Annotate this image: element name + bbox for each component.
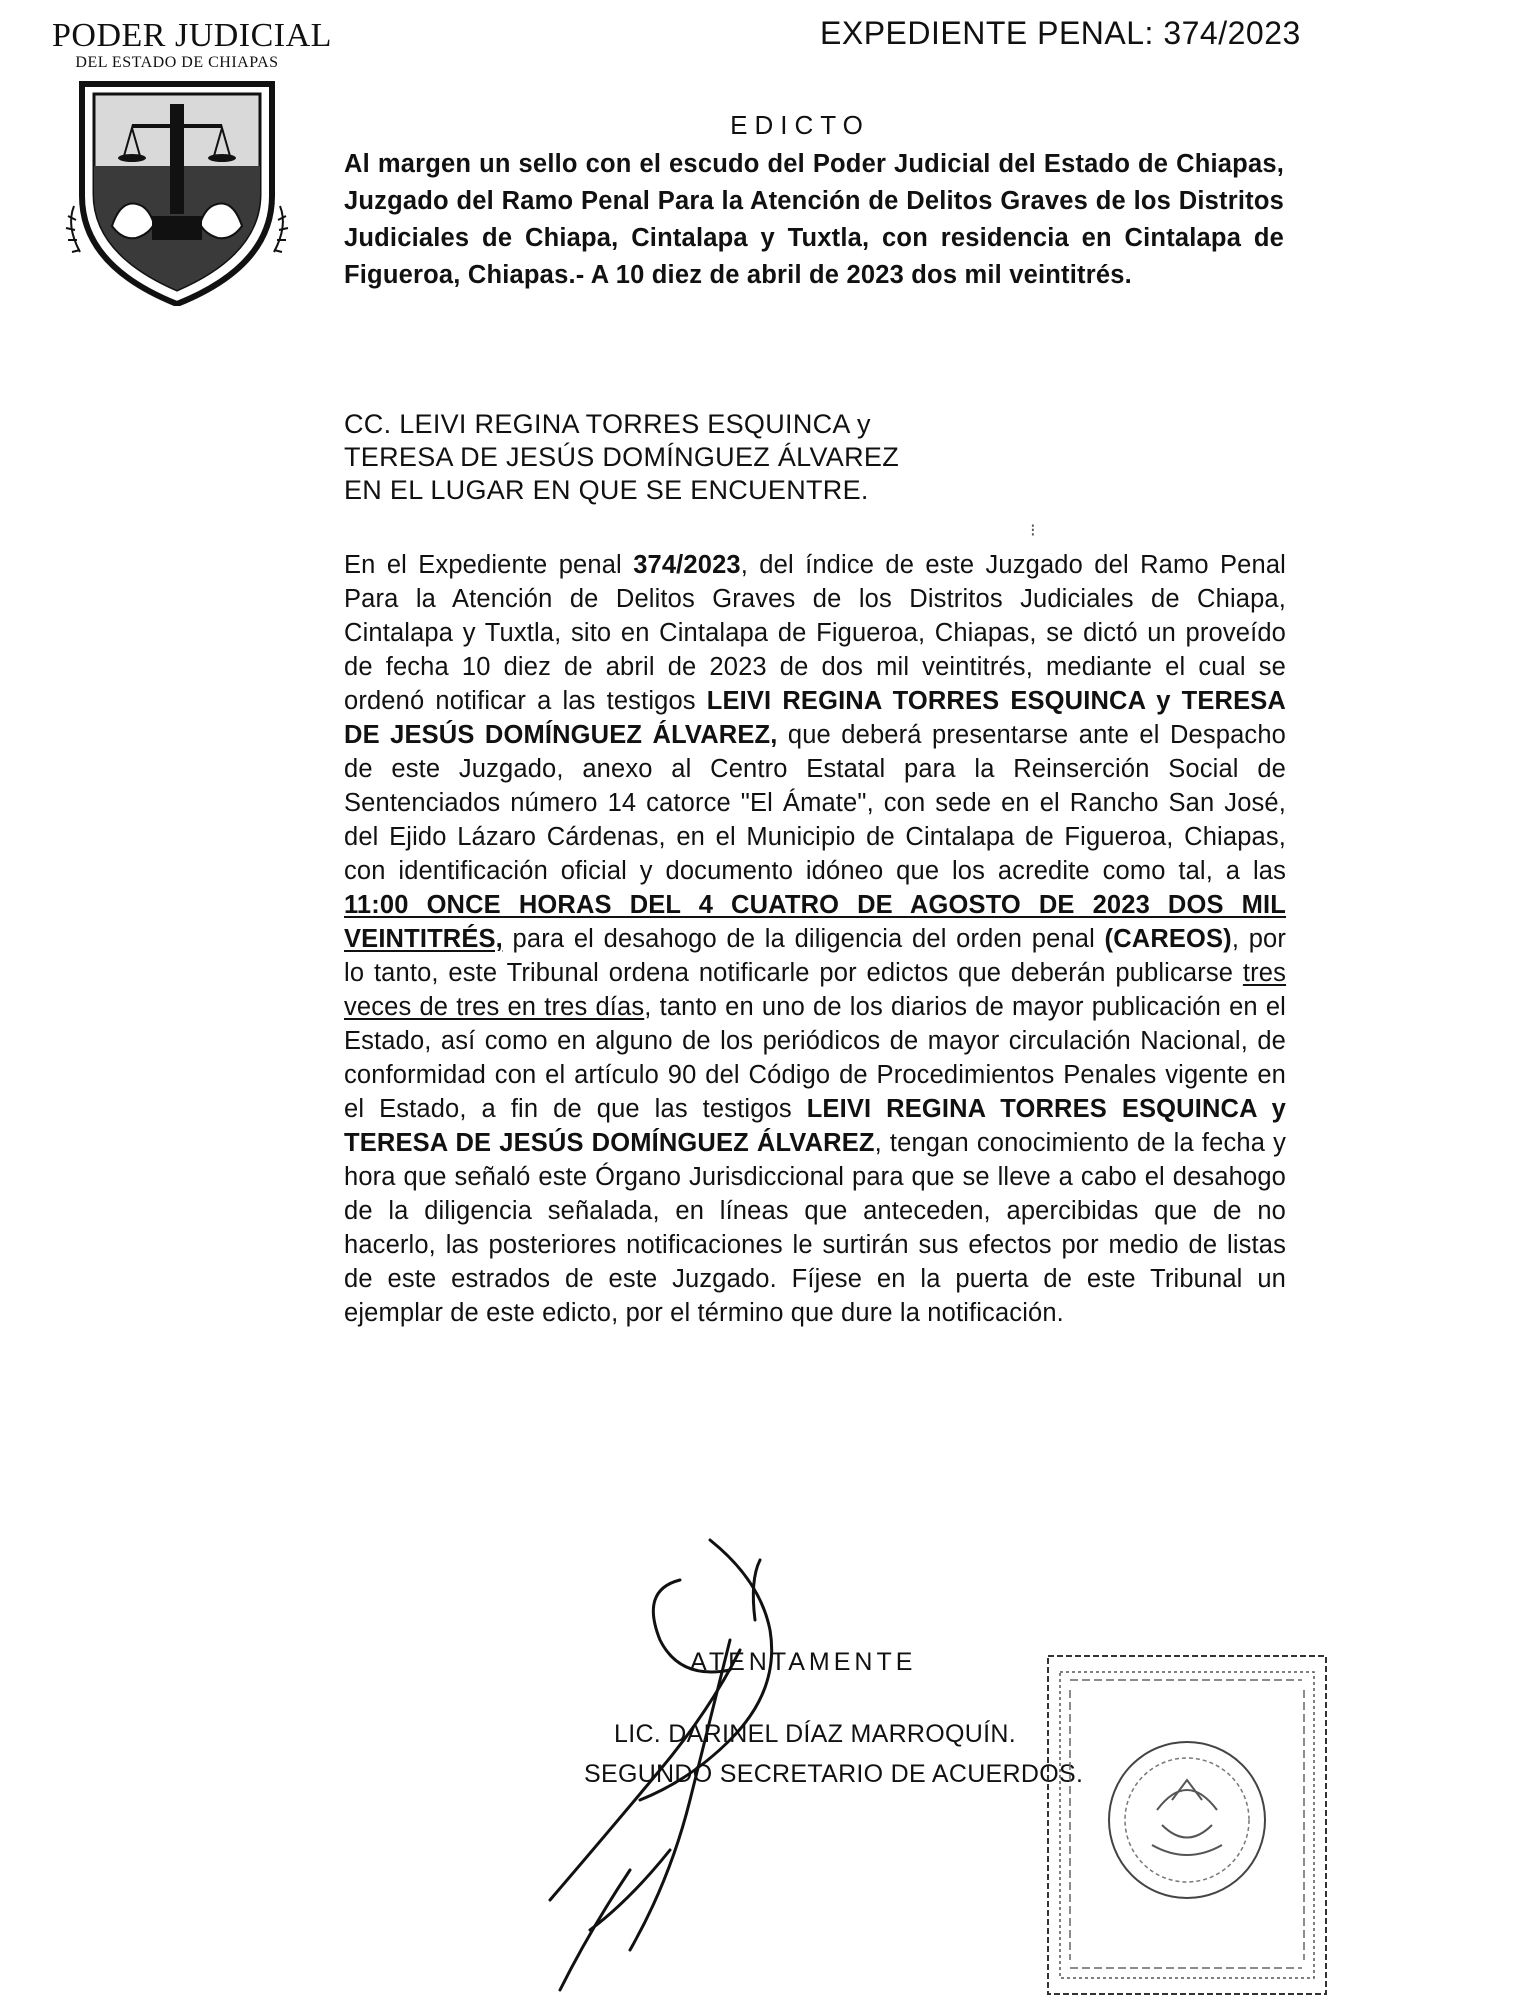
official-stamp	[1042, 1650, 1332, 2000]
body-text-4: para el desahogo de la diligencia del orden penal	[502, 925, 1105, 953]
body-text-2: , del índice de este Juzgado del Ramo Penal Para la Atención de Delitos Graves de los Distritos Judiciales de Chiapa, Cintalapa y Tuxtla, sito en Cintalapa de Figueroa, Chiapas, se dictó un proveído de fecha 10 diez de abril de 2023 de dos mil veintitrés, mediante el cual se ordenó notificar a las testigos	[344, 551, 1286, 715]
body-case-number: 374/2023	[633, 551, 741, 579]
body-text-7: , tengan conocimiento de la fecha y hora que señaló este Órgano Jurisdiccional para que se lleve a cabo el desahogo de la diligencia señalada, en líneas que anteceden, apercibidas que de no hacerlo, las posteriores notificaciones le surtirán sus efectos por medio de listas de este estrados de este Juzgado. Fíjese en la puerta de este Tribunal un ejemplar de este edicto, por el término que dure la notificación.	[344, 1129, 1286, 1327]
body-text-1: En el Expediente penal	[344, 551, 634, 579]
recipient-line-3: EN EL LUGAR EN QUE SE ENCUENTRE.	[344, 475, 869, 505]
signer-role: SEGUNDO SECRETARIO DE ACUERDOS.	[584, 1760, 1084, 1788]
judicial-seal	[52, 17, 332, 308]
closing-text: ATENTAMENTE	[690, 1648, 917, 1676]
document-title: EDICTO	[730, 110, 870, 140]
recipients-block	[344, 408, 1284, 507]
body-text-5: , por lo tanto, este Tribunal ordena notificarle por edictos que deberán publicarse	[344, 925, 1287, 987]
publication-frequency: tres veces de tres en tres días	[344, 959, 1286, 1021]
intro-paragraph: Al margen un sello con el escudo del Poder Judicial del Estado de Chiapas, Juzgado del Ramo Penal Para la Atención de Delitos Graves de los Distritos Judiciales de Chiapa, Cintalapa y Tuxtla, con residencia en Cintalapa de Figueroa, Chiapas.- A 10 diez de abril de 2023 dos mil veintitrés.	[344, 150, 1284, 289]
scan-mark: ⁝	[1030, 520, 1036, 540]
witness-names-1: LEIVI REGINA TORRES ESQUINCA y TERESA DE JESÚS DOMÍNGUEZ ÁLVAREZ,	[344, 687, 1287, 749]
hearing-datetime: 11:00 ONCE HORAS DEL 4 CUATRO DE AGOSTO DE 2023 DOS MIL VEINTITRÉS,	[344, 891, 1286, 953]
careos-label: (CAREOS)	[1104, 925, 1232, 953]
case-number: EXPEDIENTE PENAL: 374/2023	[820, 15, 1301, 51]
signer-name: LIC. DARINEL DÍAZ MARROQUÍN.	[614, 1720, 1016, 1748]
body-paragraph	[344, 548, 1286, 1330]
witness-names-2: LEIVI REGINA TORRES ESQUINCA y TERESA DE JESÚS DOMÍNGUEZ ÁLVAREZ	[344, 1095, 1286, 1157]
body-text-3: que deberá presentarse ante el Despacho de este Juzgado, anexo al Centro Estatal para la Reinserción Social de Sentenciados número 14 catorce "El Ámate", con sede en el Rancho San José, del Ejido Lázaro Cárdenas, en el Municipio de Cintalapa de Figueroa, Chiapas, con identificación oficial y documento idóneo que los acredite como tal, a las	[344, 721, 1286, 885]
coat-of-arms-icon	[52, 76, 302, 306]
recipient-line-1: CC. LEIVI REGINA TORRES ESQUINCA y	[344, 409, 871, 439]
seal-title: PODER JUDICIAL	[52, 17, 332, 54]
recipient-line-2: TERESA DE JESÚS DOMÍNGUEZ ÁLVAREZ	[344, 442, 900, 472]
body-text-6: , tanto en uno de los diarios de mayor publicación en el Estado, así como en alguno de los periódicos de mayor circulación Nacional, de conformidad con el artículo 90 del Código de Procedimientos Penales vigente en el Estado, a fin de que las testigos	[344, 993, 1286, 1123]
seal-subtitle: DEL ESTADO DE CHIAPAS	[75, 54, 279, 71]
